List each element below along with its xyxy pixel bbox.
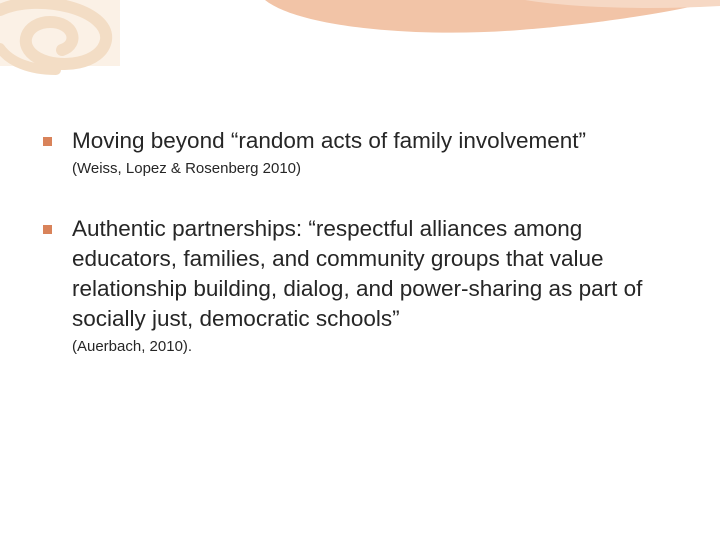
bullet-list [40,126,680,358]
citation: (Weiss, Lopez & Rosenberg 2010) [72,160,302,177]
bullet-text: Authentic partnerships: “respectful alliances among educators, families, and community groups that value relationship building, dialog, and power-sharing as part of socially just, democratic schools” [72,216,643,331]
header-decoration [0,0,720,80]
arc-decoration [265,0,720,33]
bullet-text: Moving beyond “random acts of family involvement” [72,128,586,153]
citation: (Auerbach, 2010). [72,338,193,355]
bullet-item-authentic-partnerships [40,214,680,358]
bullet-item-random-acts [40,126,680,180]
square-bullet-icon [43,225,52,234]
square-bullet-icon [43,137,52,146]
swirl-logo-decoration [0,0,120,70]
